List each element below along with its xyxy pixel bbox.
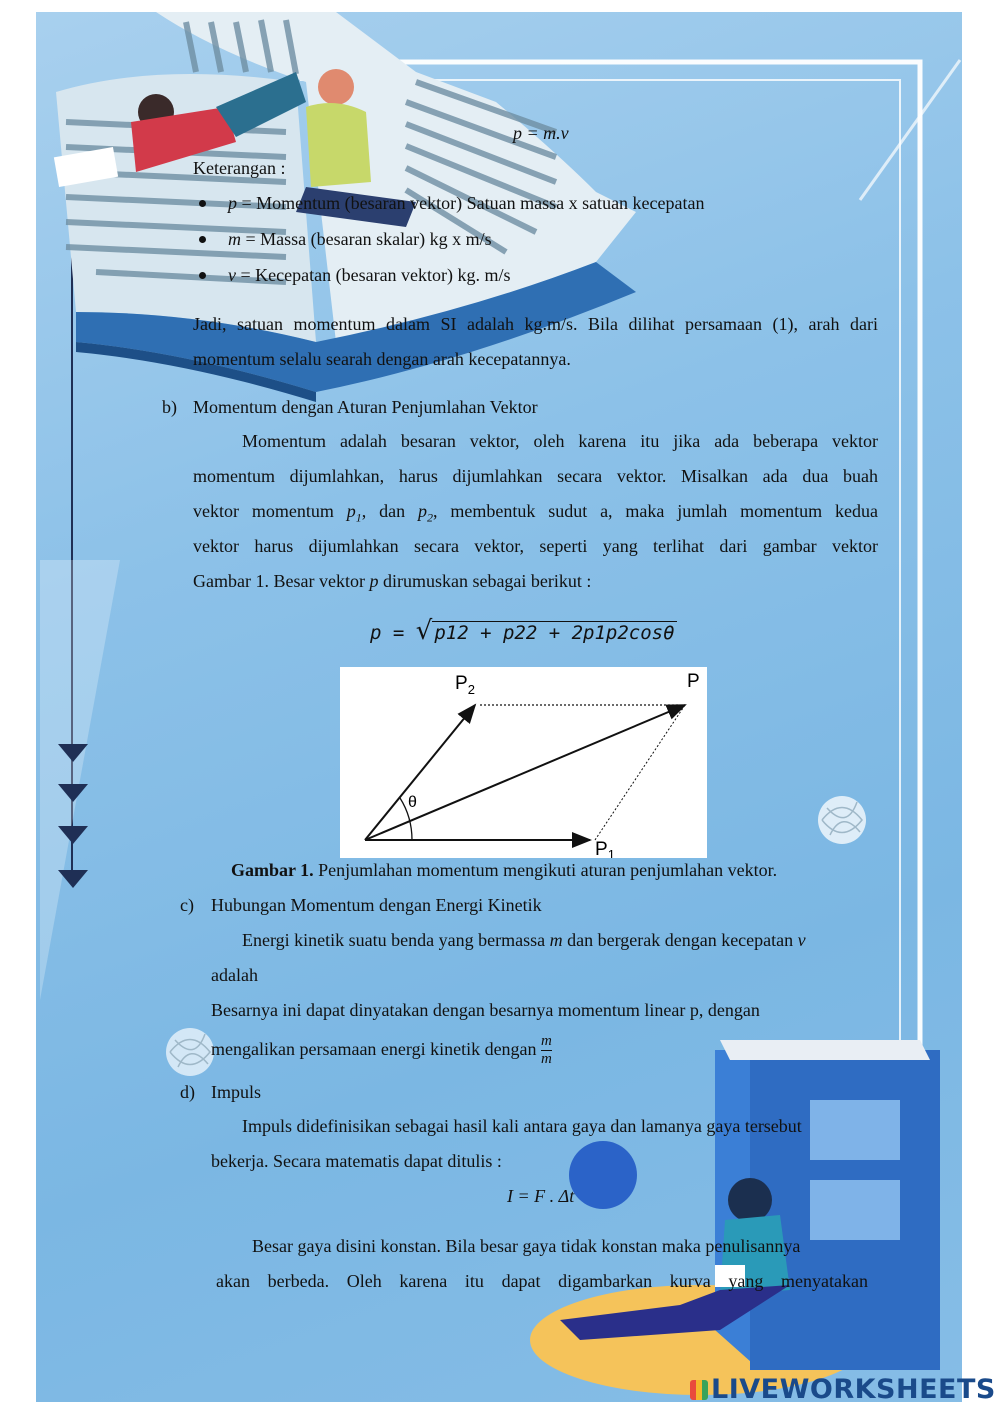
section-marker: c): [180, 895, 194, 915]
list-item: v = Kecepatan (besaran vektor) kg. m/s: [228, 265, 511, 285]
dashed-line: [595, 705, 685, 840]
section-marker: d): [180, 1082, 195, 1102]
scribble-ball-icon: [812, 790, 872, 850]
label-p2: $P_2$: [455, 673, 475, 697]
paragraph-line: Besarnya ini dapat dinyatakan dengan besarnya momentum linear p, dengan: [211, 1000, 760, 1020]
vector-diagram-svg: [340, 667, 707, 858]
label-p: P: [687, 671, 700, 692]
impulse-equation: I = F . Δt: [507, 1186, 575, 1206]
list-item: m = Massa (besaran skalar) kg x m/s: [228, 229, 492, 249]
section-title: Hubungan Momentum dengan Energi Kinetik: [211, 895, 542, 915]
paragraph-line: Impuls didefinisikan sebagai hasil kali antara gaya dan lamanya gaya tersebut: [242, 1116, 802, 1136]
keterangan-label: Keterangan :: [193, 158, 286, 178]
arrow-markers-icon: [56, 740, 90, 895]
section-title: Momentum dengan Aturan Penjumlahan Vektor: [193, 397, 538, 417]
paragraph-line: Gambar 1. Besar vektor p dirumuskan sebagai berikut :: [193, 571, 592, 591]
label-theta: θ: [408, 794, 417, 811]
liveworksheets-watermark: LIVEWORKSHEETS: [690, 1374, 996, 1405]
vector-diagram: [340, 667, 707, 858]
paragraph-line: vektor momentum $p_1$, dan $p_2$, membentuk sudut a, maka jumlah momentum kedua: [193, 501, 878, 525]
section-marker: b): [162, 397, 177, 417]
fraction: $\frac{m}{m}$: [541, 1033, 552, 1068]
paragraph-line: Momentum adalah besaran vektor, oleh karena itu jika ada beberapa vektor: [242, 431, 878, 451]
section-title: Impuls: [211, 1082, 262, 1102]
paragraph-line: momentum dijumlahkan, harus dijumlahkan secara vektor. Misalkan ada dua buah: [193, 466, 878, 486]
bullet-dot: [199, 236, 206, 243]
paragraph-line: Energi kinetik suatu benda yang bermassa m dan bergerak dengan kecepatan v: [242, 930, 806, 950]
bullet-dot: [199, 200, 206, 207]
label-p1: $P_1$: [595, 839, 615, 858]
paragraph-line: mengalikan persamaan energi kinetik dengan $\frac{m}{m}$: [211, 1033, 552, 1068]
vector-p-arrow: [365, 705, 685, 840]
liveworksheets-logo-icon: [690, 1380, 708, 1400]
paragraph-line: vektor harus dijumlahkan secara vektor, seperti yang terlihat dari gambar vektor: [193, 536, 878, 556]
paragraph-line: Besar gaya disini konstan. Bila besar gaya tidak konstan maka penulisannya: [252, 1236, 801, 1256]
momentum-equation: p = m.v: [513, 123, 569, 143]
paragraph-line: Jadi, satuan momentum dalam SI adalah kg.m/s. Bila dilihat persamaan (1), arah dari: [193, 314, 878, 334]
bullet-dot: [199, 272, 206, 279]
paragraph-line: adalah: [211, 965, 258, 985]
list-item: p = Momentum (besaran vektor) Satuan massa x satuan kecepatan: [228, 193, 705, 213]
paragraph-line: momentum selalu searah dengan arah kecepatannya.: [193, 349, 571, 369]
paragraph-line: bekerja. Secara matematis dapat ditulis :: [211, 1151, 502, 1171]
paragraph-line: akan berbeda. Oleh karena itu dapat digambarkan kurva yang menyatakan: [216, 1271, 868, 1291]
vector-sum-formula: p = √ p12 + p22 + 2p1p2cosθ: [370, 616, 675, 646]
figure-caption: Gambar 1. Penjumlahan momentum mengikuti aturan penjumlahan vektor.: [231, 860, 778, 880]
vector-p2-arrow: [365, 705, 475, 840]
reading-boy-illustration: [520, 1030, 962, 1402]
